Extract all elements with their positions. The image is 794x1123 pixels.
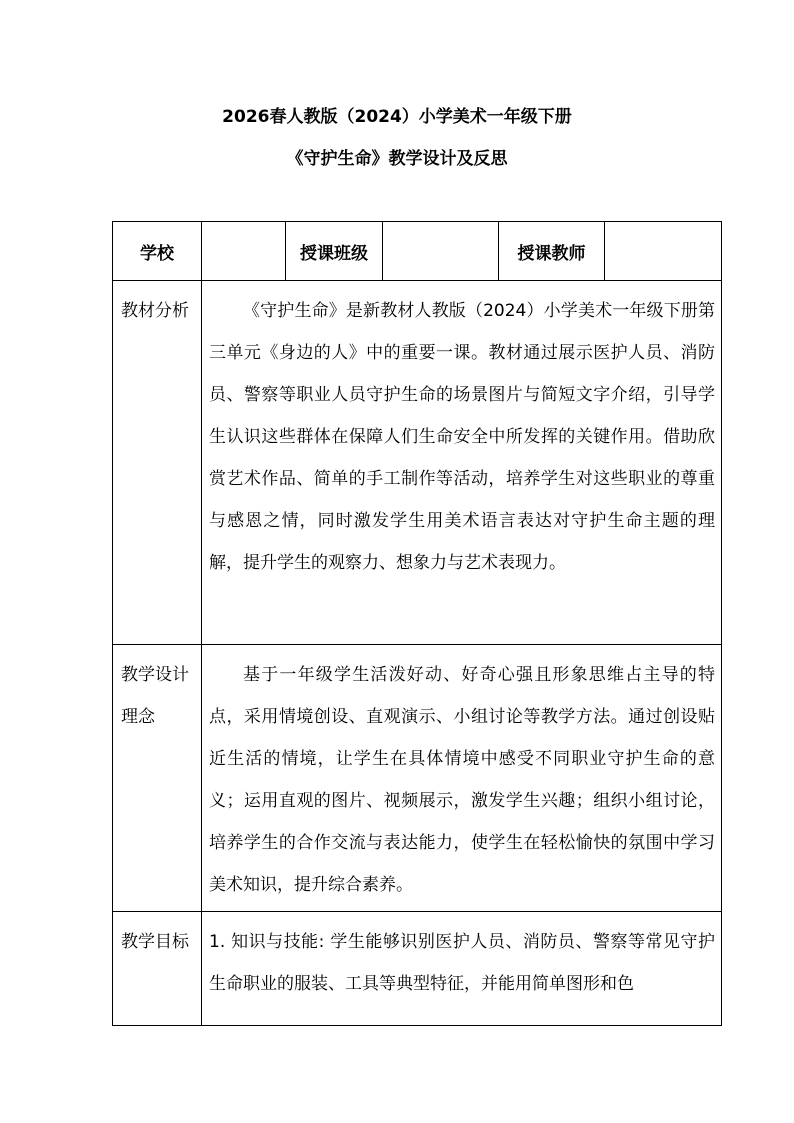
document-subtitle: 《守护生命》教学设计及反思 (286, 149, 508, 169)
row-label: 教学目标 (121, 932, 189, 952)
row-content: 1. 知识与技能: 学生能够识别医护人员、消防员、警察等常见守护生命职业的服装、工具等典型特征，并能用简单图形和色 (209, 932, 715, 994)
teacher-label-cell (499, 222, 605, 281)
row-label-cell (113, 645, 202, 912)
row-content-cell (202, 281, 722, 645)
row-content-cell (202, 645, 722, 912)
class-label: 授课班级 (300, 243, 368, 264)
row-content: 《守护生命》是新教材人教版（2024）小学美术一年级下册第三单元《身边的人》中的重要一课。教材通过展示医护人员、消防员、警察等职业人员守护生命的场景图片与简短文字介绍，引导学生认识这些群体在保障人们生命安全中所发挥的关键作用。借助欣赏艺术作品、简单的手工制作等活动，培养学生对这些职业的尊重与感恩之情，同时激发学生用美术语言表达对守护生命主题的理解，提升学生的观察力、想象力与艺术表现力。 (209, 301, 715, 573)
school-label: 学校 (140, 243, 174, 264)
row-label: 教学设计理念 (121, 665, 189, 727)
table-row (113, 912, 722, 1026)
class-label-cell (286, 222, 383, 281)
school-label-cell (113, 222, 202, 281)
table-row (113, 281, 722, 645)
row-label-cell (113, 912, 202, 1026)
table-header-row (113, 222, 722, 281)
table-row (113, 645, 722, 912)
class-value-cell (383, 222, 499, 281)
row-content-cell (202, 912, 722, 1026)
row-content: 基于一年级学生活泼好动、好奇心强且形象思维占主导的特点，采用情境创设、直观演示、小组讨论等教学方法。通过创设贴近生活的情境，让学生在具体情境中感受不同职业守护生命的意义；运用直观的图片、视频展示，激发学生兴趣；组织小组讨论，培养学生的合作交流与表达能力，使学生在轻松愉快的氛围中学习美术知识，提升综合素养。 (209, 665, 715, 895)
teacher-label: 授课教师 (517, 243, 586, 264)
school-value-cell (202, 222, 286, 281)
lesson-plan-table (112, 221, 722, 1026)
document-title: 2026春人教版（2024）小学美术一年级下册 (222, 107, 572, 127)
teacher-value-cell (605, 222, 722, 281)
row-label-cell (113, 281, 202, 645)
row-content-clip (209, 921, 715, 1014)
row-label: 教材分析 (121, 301, 189, 321)
